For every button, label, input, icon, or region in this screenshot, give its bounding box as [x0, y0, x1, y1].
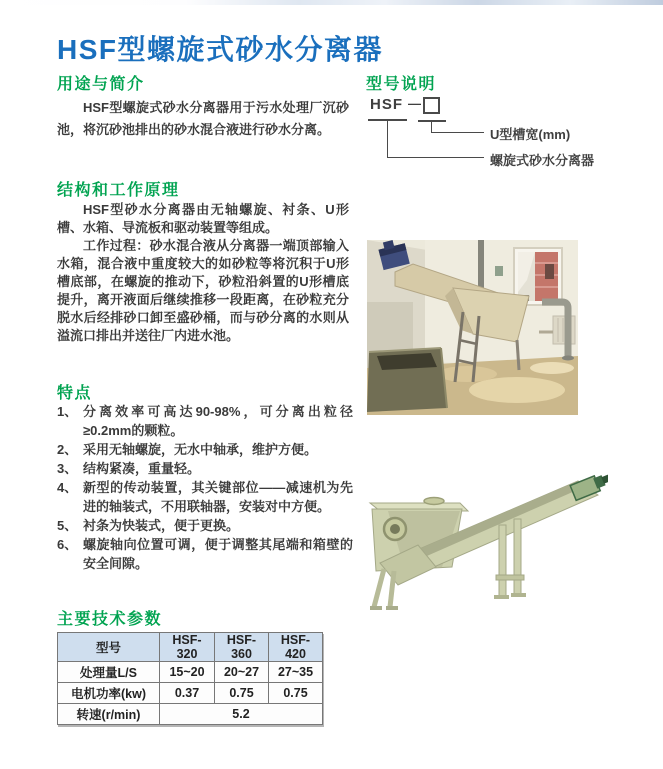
table-row	[58, 683, 323, 704]
feature-item	[57, 478, 353, 516]
table-header-row	[58, 633, 323, 662]
section-heading-structure: 结构和工作原理	[57, 182, 180, 199]
structure-text-1: HSF型砂水分离器由无轴螺旋、衬条、U形槽、水箱、导流板和驱动装置等组成。	[57, 202, 349, 235]
installation-photo	[367, 240, 578, 415]
feature-text: 新型的传动装置，其关键部位——减速机为先进的轴装式，不用联轴器，安装对中方便。	[83, 480, 353, 514]
feature-item	[57, 402, 353, 440]
table-row-label: 转速(r/min)	[58, 704, 160, 725]
feature-text: 采用无轴螺旋，无水中轴承，维护方便。	[83, 442, 318, 457]
features-list	[57, 402, 353, 573]
feature-item	[57, 516, 353, 535]
section-heading-features: 特点	[57, 385, 93, 402]
section-heading-intro: 用途与简介	[57, 76, 145, 93]
table-row	[58, 662, 323, 683]
structure-text-2: 工作过程：砂水混合液从分离器一端顶部输入水箱，混合液中重度较大的如砂粒等将沉积于U形槽底部，在螺旋的推动下，砂粒沿斜置的U形槽底提升，离开液面后继续推移一段距离，在砂粒充分脱水后经排砂口卸至盛砂桶，而与砂分离的水则从溢流口排出并送往厂内进水池。	[57, 238, 349, 343]
section-heading-model: 型号说明	[366, 76, 437, 93]
table-cell: 15~20	[160, 662, 215, 683]
intro-text: HSF型螺旋式砂水分离器用于污水处理厂沉砂池，将沉砂池排出的砂水混合液进行砂水分离。	[57, 100, 349, 137]
model-label-u-width: U型槽宽(mm)	[490, 127, 571, 142]
feature-text: 结构紧凑，重量轻。	[83, 461, 201, 476]
model-label-series: 螺旋式砂水分离器	[490, 153, 595, 168]
sand-collection-bin	[367, 348, 447, 412]
table-row	[58, 704, 323, 725]
feature-item	[57, 535, 353, 573]
section-heading-specs: 主要技术参数	[57, 611, 163, 628]
feature-item	[57, 459, 353, 478]
specs-table	[57, 632, 323, 725]
table-header-cell: HSF-360	[215, 633, 269, 662]
model-dash: —	[408, 96, 421, 111]
table-row-label: 处理量L/S	[58, 662, 160, 683]
table-header-cell: 型号	[58, 633, 160, 662]
feature-number: 5、	[57, 518, 78, 533]
structure-paragraphs	[57, 201, 349, 345]
table-cell: 0.37	[160, 683, 215, 704]
feature-number: 2、	[57, 442, 78, 457]
feature-number: 1、	[57, 404, 78, 419]
page-title: HSF型螺旋式砂水分离器	[57, 34, 384, 65]
table-cell: 0.75	[215, 683, 269, 704]
feature-number: 4、	[57, 480, 78, 495]
feature-text: 分离效率可高达90-98%，可分离出粒径≥0.2mm的颗粒。	[83, 404, 353, 438]
wall-box	[495, 266, 503, 276]
product-render	[362, 465, 608, 623]
table-cell: 0.75	[269, 683, 323, 704]
model-size-box	[423, 97, 440, 114]
feature-number: 3、	[57, 461, 78, 476]
feature-text: 螺旋轴向位置可调，便于调整其尾端和箱壁的安全间隙。	[83, 537, 353, 571]
table-cell: 20~27	[215, 662, 269, 683]
table-cell: 27~35	[269, 662, 323, 683]
model-prefix: HSF	[370, 96, 403, 113]
drive-motor	[570, 471, 608, 500]
model-designation-diagram	[366, 95, 658, 177]
feature-number: 6、	[57, 537, 78, 552]
table-header-cell: HSF-420	[269, 633, 323, 662]
intro-paragraph	[57, 97, 349, 141]
feature-text: 衬条为快装式，便于更换。	[83, 518, 240, 533]
page-top-decor-strip	[0, 0, 663, 5]
connector-line-series	[387, 121, 484, 158]
table-header-cell: HSF-320	[160, 633, 215, 662]
table-row-label: 电机功率(kw)	[58, 683, 160, 704]
feature-item	[57, 440, 353, 459]
table-cell-merged: 5.2	[160, 704, 323, 725]
